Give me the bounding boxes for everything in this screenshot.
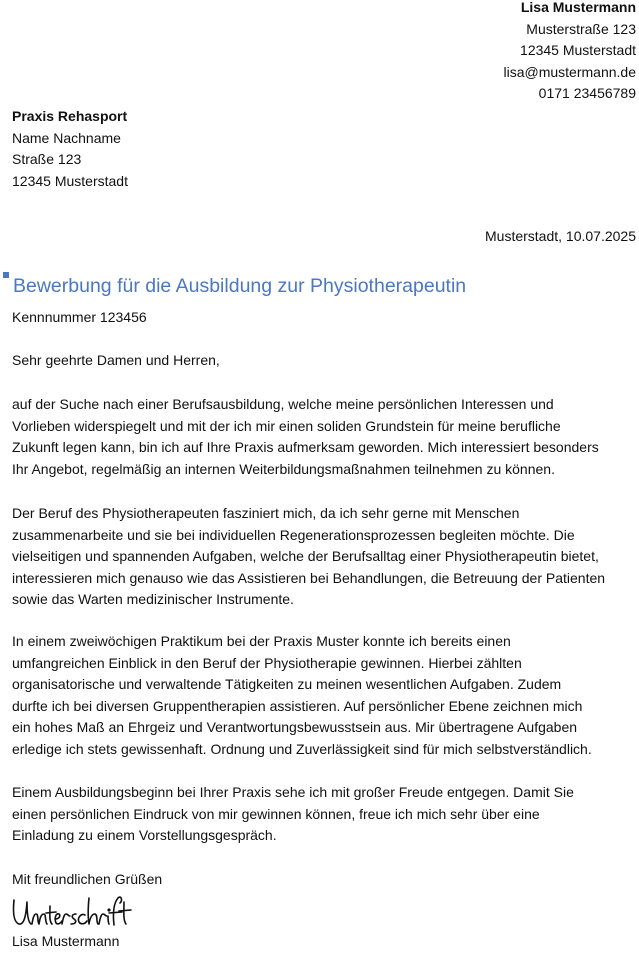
- heading-marker-icon: [3, 272, 9, 278]
- paragraph-line: einen persönlichen Eindruck von mir gewinnen können, freue ich mich sehr über eine: [12, 805, 540, 822]
- paragraph-line: vielseitigen und spannenden Aufgaben, welche der Berufsalltag einer Physiotherapeutin bietet,: [12, 548, 599, 565]
- closing-phrase: Mit freundlichen Grüßen: [12, 871, 163, 887]
- paragraph-line: Der Beruf des Physiotherapeuten fasziniert mich, da ich sehr gerne mit Menschen: [12, 505, 520, 521]
- paragraph-motivation: [12, 394, 639, 480]
- paragraph-line: Vorlieben widerspiegelt und mit der ich mir einen soliden Grundstein für meine berufliche: [12, 417, 561, 434]
- recipient-city: 12345 Musterstadt: [12, 172, 128, 189]
- paragraph-line: interessieren mich genauso wie das Assistieren bei Behandlungen, die Betreuung der Patienten: [12, 569, 606, 586]
- sender-name: Lisa Mustermann: [520, 0, 636, 15]
- reference-number: Kennnummer 123456: [12, 309, 147, 325]
- sender-city: 12345 Musterstadt: [520, 42, 636, 59]
- paragraph-line: Ihr Angebot, regelmäßig an internen Weiterbildungsmaßnahmen teilnehmen zu können.: [12, 460, 555, 477]
- sender-email: lisa@mustermann.de: [503, 63, 636, 80]
- subject-text: Bewerbung für die Ausbildung zur Physiotherapeutin: [13, 275, 467, 297]
- paragraph-line: Einladung zu einem Vorstellungsgespräch.: [12, 827, 277, 844]
- sender-address: [504, 0, 637, 105]
- paragraph-line: erledige ich stets gewissenhaft. Ordnung und Zuverlässigkeit sind für mich selbstverständlich.: [12, 740, 592, 757]
- recipient-street: Straße 123: [12, 151, 82, 168]
- paragraph-line: Einem Ausbildungsbeginn bei Ihrer Praxis sehe ich mit großer Freude entgegen. Damit Sie: [12, 784, 574, 800]
- paragraph-line: zusammenarbeite und sie bei individuellen Regenerationsprozessen begleiten möchte. Die: [12, 526, 575, 543]
- paragraph-line: organisatorische und verwaltende Tätigkeiten zu meinen wesentlichen Aufgaben. Zudem: [12, 676, 562, 693]
- recipient-address: [12, 106, 128, 192]
- paragraph-line: Zukunft legen kann, bin ich auf Ihre Praxis aufmerksam geworden. Mich interessiert besonders: [12, 439, 599, 456]
- salutation: Sehr geehrte Damen und Herren,: [12, 352, 220, 368]
- letter-date: Musterstadt, 10.07.2025: [485, 228, 636, 244]
- signer-name: Lisa Mustermann: [12, 933, 120, 949]
- paragraph-line: In einem zweiwöchigen Praktikum bei der Praxis Muster konnte ich bereits einen: [12, 633, 511, 649]
- paragraph-line: auf der Suche nach einer Berufsausbildung, welche meine persönlichen Interessen und: [12, 396, 554, 412]
- recipient-company: Praxis Rehasport: [12, 108, 128, 124]
- paragraph-closing: [12, 782, 639, 847]
- paragraph-line: ein hohes Maß an Ehrgeiz und Verantwortungsbewusstsein aus. Mir übertragene Aufgaben: [12, 719, 578, 736]
- paragraph-profession: [12, 503, 639, 611]
- paragraph-line: durfte ich bei diversen Gruppentherapien assistieren. Auf persönlicher Ebene zeichnen mich: [12, 697, 583, 714]
- paragraph-experience: [12, 631, 639, 761]
- sender-phone: 0171 23456789: [538, 85, 636, 102]
- paragraph-line: sowie das Warten medizinischer Instrumente.: [12, 591, 294, 608]
- sender-street: Musterstraße 123: [526, 20, 636, 37]
- recipient-contact: Name Nachname: [12, 129, 121, 146]
- paragraph-line: umfangreichen Einblick in den Beruf der Physiotherapie gewinnen. Hierbei zählten: [12, 654, 522, 671]
